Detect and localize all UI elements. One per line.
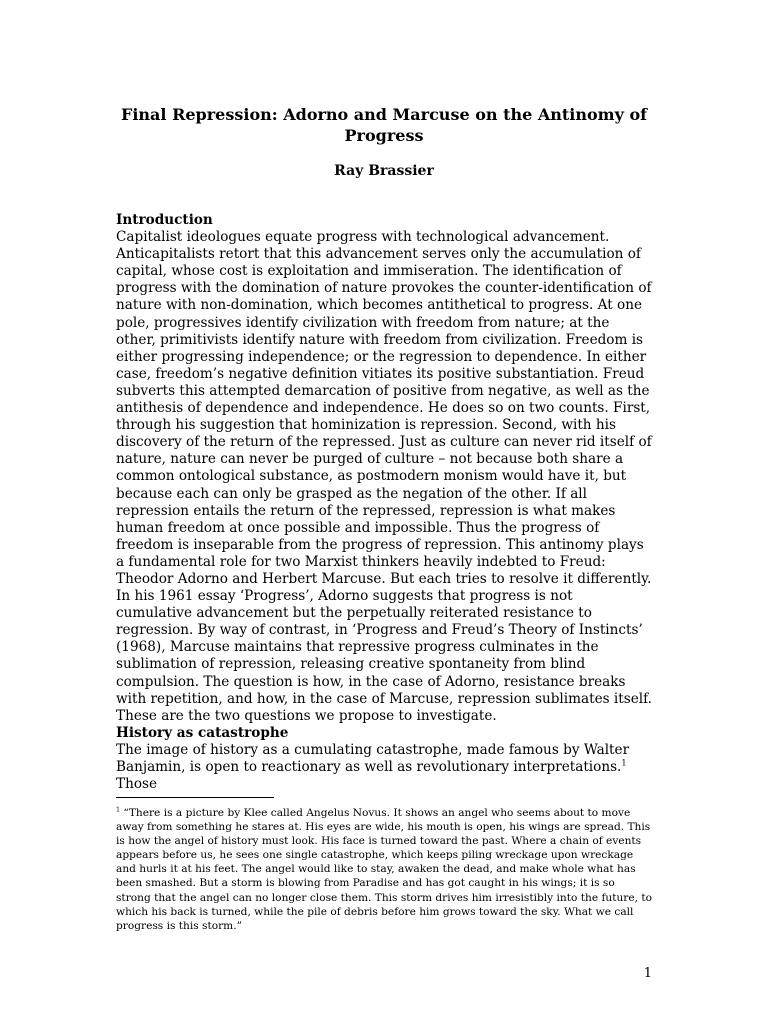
footnote-reference[interactable]: 1 <box>621 757 627 768</box>
history-paragraph-continued: Those <box>116 776 158 793</box>
footnote <box>116 806 652 933</box>
footnote-separator <box>116 797 274 798</box>
history-section <box>116 725 652 793</box>
footnote-marker: 1 <box>116 806 121 814</box>
history-heading: History as catastrophe <box>116 725 289 741</box>
introduction-heading: Introduction <box>116 212 213 228</box>
history-paragraph: The image of history as a cumulating catastrophe, made famous by Walter Banjamin, is open to reactionary as well as revolutionary interpretations. <box>116 742 630 776</box>
introduction-paragraph: Capitalist ideologues equate progress with technological advancement. Anticapitalists retort that this advancement serves only the accumulation of capital, whose cost is exploitation and immiseration. The identification of progress with the domination of nature provokes the counter-identification of nature with non-domination, which becomes antithetical to progress. At one pole, progressives identify civilization with freedom from nature; at the other, primitivists identify nature with freedom from civilization. Freedom is either progressing independence; or the regression to dependence. In either case, freedom’s negative definition vitiates its positive substantiation. Freud subverts this attempted demarcation of positive from negative, as well as the antithesis of dependence and independence. He does so on two counts. First, through his suggestion that hominization is repression. Second, with his discovery of the return of the repressed. Just as culture can never rid itself of nature, nature can never be purged of culture – not because both share a common ontological substance, as postmodern monism would have it, but because each can only be grasped as the negation of the other. If all repression entails the return of the repressed, repression is what makes human freedom at once possible and impossible. Thus the progress of freedom is inseparable from the progress of repression. This antinomy plays a fundamental role for two Marxist thinkers heavily indebted to Freud: Theodor Adorno and Herbert Marcuse. But each tries to resolve it differently. In his 1961 essay ‘Progress’, Adorno suggests that progress is not cumulative advancement but the perpetually reiterated resistance to regression. By way of contrast, in ‘Progress and Freud’s Theory of Instincts’ (1968), Marcuse maintains that repressive progress culminates in the sublimation of repression, releasing creative spontaneity from blind compulsion. The question is how, in the case of Adorno, resistance breaks with repetition, and how, in the case of Marcuse, repression sublimates itself. These are the two questions we propose to investigate. <box>116 229 652 724</box>
paper-title: Final Repression: Adorno and Marcuse on the Antinomy of Progress <box>120 105 648 145</box>
introduction-section <box>116 212 652 725</box>
footnote-text: “There is a picture by Klee called Angelus Novus. It shows an angel who seems about to move away from something he stares at. His eyes are wide, his mouth is open, his wings are spread. This is how the angel of history must look. His face is turned toward the past. Where a chain of events appears before us, he sees one single catastrophe, which keeps piling wreckage upon wreckage and hurls it at his feet. The angel would like to stay, awaken the dead, and make whole what has been smashed. But a storm is blowing from Paradise and has got caught in his wings; it is so strong that the angel can no longer close them. This storm drives him irresistibly into the future, to which his back is turned, while the pile of debris before him grows toward the sky. What we call progress is this storm.” <box>116 807 652 932</box>
paper-author: Ray Brassier <box>334 163 434 179</box>
page-number: 1 <box>643 966 652 981</box>
